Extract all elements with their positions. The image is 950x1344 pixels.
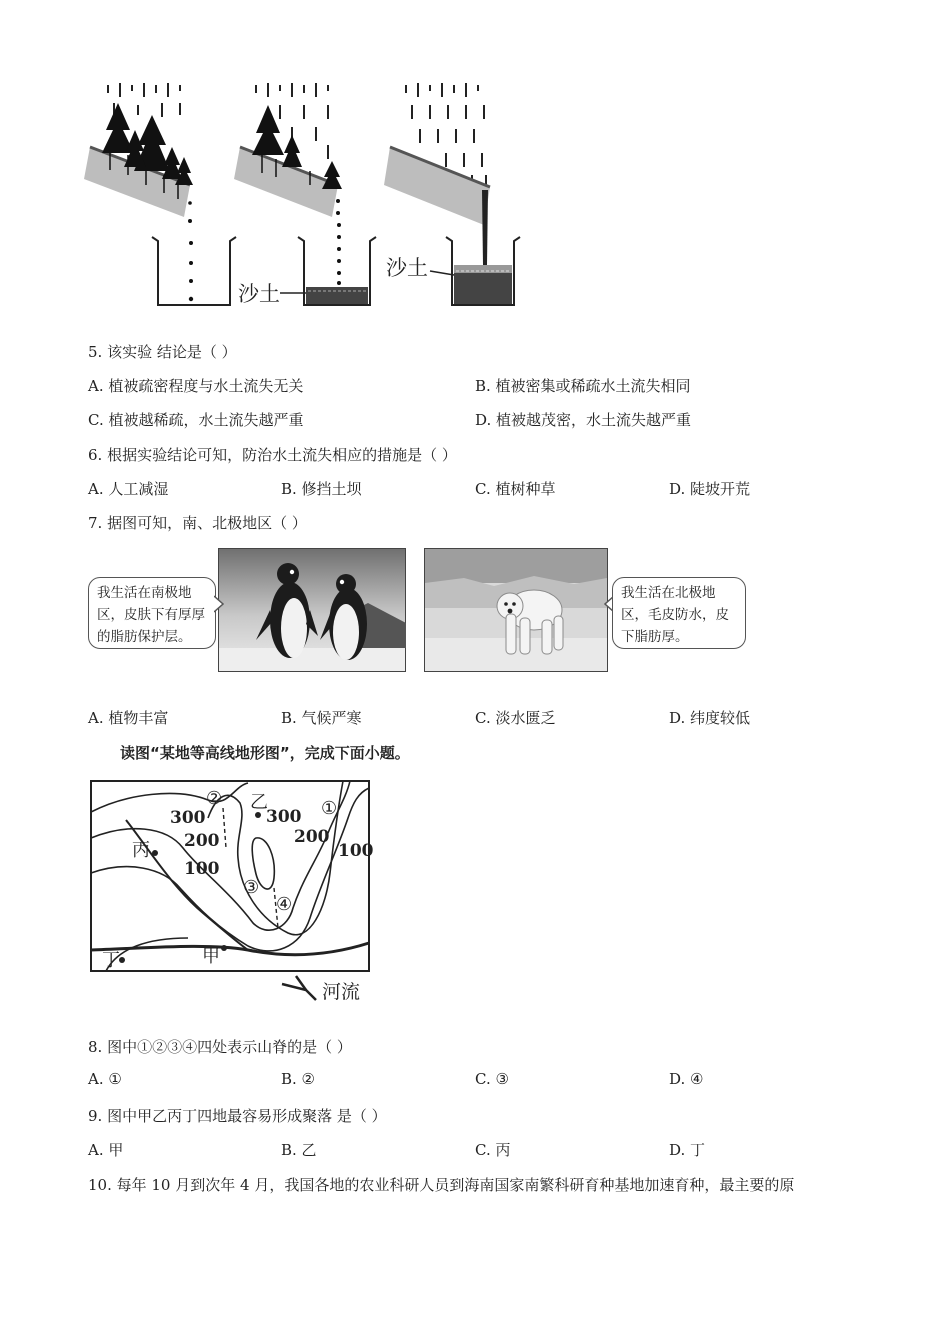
q8-option-d[interactable]: D. ④	[669, 1070, 704, 1088]
q9-option-a[interactable]: A. 甲	[88, 1141, 124, 1159]
place-yi: 乙	[250, 792, 268, 813]
q8-option-c[interactable]: C. ③	[475, 1070, 509, 1088]
bubble-tail-south	[214, 594, 224, 614]
q9-option-b[interactable]: B. 乙	[281, 1141, 317, 1159]
sand-label-2: 沙土	[386, 256, 428, 280]
contour-label-300-right: 300	[266, 807, 302, 827]
beaker-1	[152, 237, 236, 305]
q9-option-d[interactable]: D. 丁	[669, 1141, 706, 1159]
q5-option-c[interactable]: C. 植被越稀疏，水土流失越严重	[88, 411, 304, 429]
q5-option-b[interactable]: B. 植被密集或稀疏水土流失相同	[475, 377, 691, 395]
q5-option-d[interactable]: D. 植被越茂密，水土流失越严重	[475, 411, 692, 429]
slope-sparse-vegetation	[234, 105, 342, 285]
q7-option-a[interactable]: A. 植物丰富	[88, 709, 169, 727]
marker-3: ③	[243, 877, 260, 898]
q5-option-a[interactable]: A. 植被疏密程度与水土流失无关	[88, 377, 304, 395]
contour-label-200-right: 200	[294, 827, 330, 847]
q8-stem: 8. 图中①②③④四处表示山脊的是（ ）	[88, 1038, 352, 1056]
marker-4: ④	[276, 894, 293, 915]
q7-option-c[interactable]: C. 淡水匮乏	[475, 709, 556, 727]
q9-stem: 9. 图中甲乙丙丁四地最容易形成聚落 是（ ）	[88, 1107, 387, 1125]
q5-stem: 5. 该实验 结论是（ ）	[88, 343, 237, 361]
q8-option-a[interactable]: A. ①	[88, 1070, 122, 1088]
q6-option-c[interactable]: C. 植树种草	[475, 480, 556, 498]
contour-label-200-left: 200	[184, 831, 220, 851]
slope-bare	[384, 147, 490, 265]
polar-bear-photo	[424, 548, 608, 672]
q9-option-c[interactable]: C. 丙	[475, 1141, 511, 1159]
q6-option-b[interactable]: B. 修挡土坝	[281, 480, 362, 498]
q6-stem: 6. 根据实验结论可知，防治水土流失相应的措施是（ ）	[88, 446, 457, 464]
contour-label-300-left: 300	[170, 808, 206, 828]
section-lead: 读图“某地等高线地形图”，完成下面小题。	[120, 744, 410, 762]
river-legend	[282, 976, 316, 1000]
marker-2: ②	[206, 788, 223, 809]
marker-1: ①	[321, 798, 338, 819]
q7-option-d[interactable]: D. 纬度较低	[669, 709, 751, 727]
q8-option-b[interactable]: B. ②	[281, 1070, 316, 1088]
speech-bubble-south: 我生活在南极地区，皮肤下有厚厚的脂肪保护层。	[88, 577, 216, 649]
soil-erosion-experiment-figure	[80, 75, 540, 315]
sand-label-1: 沙土	[238, 282, 280, 306]
contour-label-100-right: 100	[338, 841, 374, 861]
legend-label-river: 河流	[322, 981, 361, 1003]
q7-option-b[interactable]: B. 气候严寒	[281, 709, 362, 727]
contour-label-100-left: 100	[184, 859, 220, 879]
q7-stem: 7. 据图可知，南、北极地区（ ）	[88, 514, 307, 532]
speech-bubble-north: 我生活在北极地区，毛皮防水，皮下脂肪厚。	[612, 577, 746, 649]
contour-map	[88, 778, 378, 1006]
penguin-photo	[218, 548, 406, 672]
beaker-2	[280, 237, 376, 305]
q6-option-d[interactable]: D. 陡坡开荒	[669, 480, 751, 498]
place-bing: 丙	[132, 840, 150, 861]
beaker-3	[430, 237, 520, 305]
q6-option-a[interactable]: A. 人工减湿	[88, 480, 169, 498]
place-jia: 甲	[202, 946, 220, 967]
place-ding: 丁	[102, 950, 120, 971]
slope-dense-vegetation	[84, 103, 193, 301]
q10-stem: 10. 每年 10 月到次年 4 月，我国各地的农业科研人员到海南国家南繁科研育种基地加速育种，最主要的原	[88, 1176, 795, 1194]
